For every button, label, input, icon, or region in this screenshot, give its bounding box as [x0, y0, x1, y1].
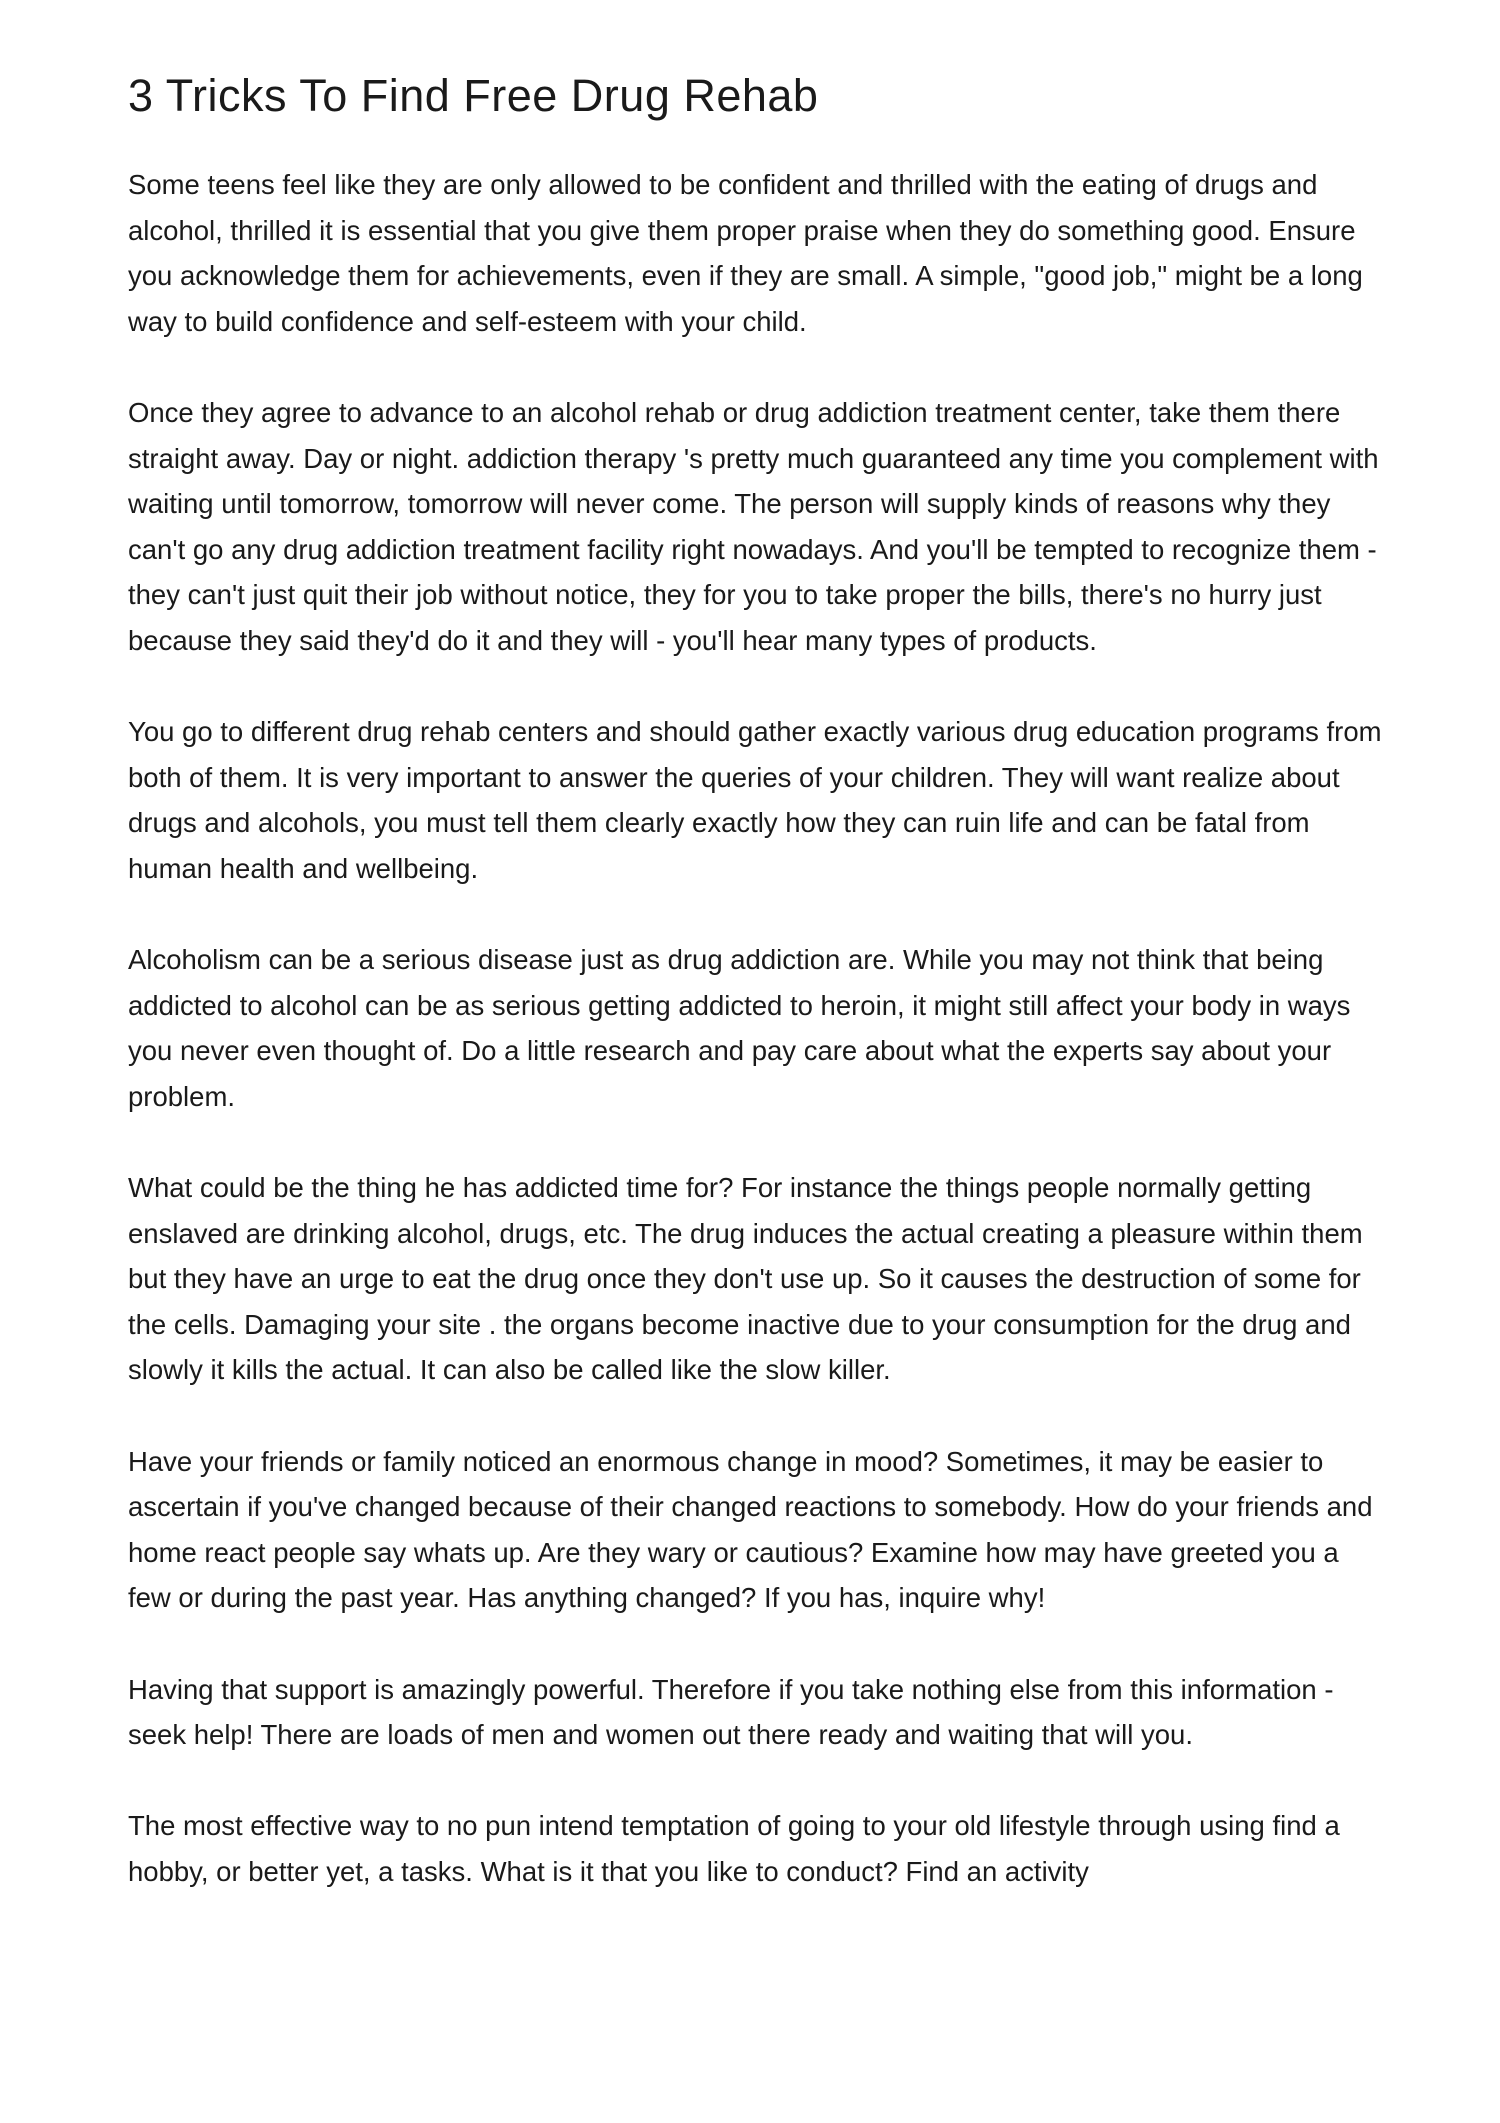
paragraph: The most effective way to no pun intend temptation of going to your old lifestyle through using find a hobby, or better yet, a tasks. What is it that you like to conduct? Find an activity	[128, 1810, 1340, 1887]
paragraph: What could be the thing he has addicted time for? For instance the things people normally getting enslaved are drinking alcohol, drugs, etc. The drug induces the actual creating a pleasure within them but they have an urge to eat the drug once they don't use up. So it causes the destruction of some for the cells. Damaging your site . the organs become inactive due to your consumption for the drug and slowly it kills the actual. It can also be called like the slow killer.	[128, 1172, 1363, 1386]
document-page	[128, 0, 1388, 1895]
paragraph: Having that support is amazingly powerful. Therefore if you take nothing else from this information - seek help! There are loads of men and women out there ready and waiting that will you.	[128, 1673, 1334, 1751]
page-title: 3 Tricks To Find Free Drug Rehab	[128, 70, 819, 121]
paragraph: Some teens feel like they are only allowed to be confident and thrilled with the eating of drugs and alcohol, thrilled it is essential that you give them proper praise when they do something good. Ensure you acknowledge them for achievements, even if they are small. A simple, "good job," might be a long way to build confidence and self-esteem with your child.	[128, 169, 1363, 337]
paragraph: Have your friends or family noticed an enormous change in mood? Sometimes, it may be easier to ascertain if you've changed because of their changed reactions to somebody. How do your friends and home react people say whats up. Are they wary or cautious? Examine how may have greeted you a few or during the past year. Has anything changed? If you has, inquire why!	[128, 1445, 1373, 1614]
paragraph: Once they agree to advance to an alcohol rehab or drug addiction treatment center, take them there straight away. Day or night. addiction therapy 's pretty much guaranteed any time you complement with waiting until tomorrow, tomorrow will never come. The person will supply kinds of reasons why they can't go any drug addiction treatment facility right nowadays. And you'll be tempted to recognize them - they can't just quit their job without notice, they for you to take proper the bills, there's no hurry just because they said they'd do it and they will - you'll hear many types of products.	[128, 396, 1379, 656]
paragraph: Alcoholism can be a serious disease just as drug addiction are. While you may not think that being addicted to alcohol can be as serious getting addicted to heroin, it might still affect your body in ways you never even thought of. Do a little research and pay care about what the experts say about your problem.	[128, 944, 1351, 1112]
paragraph: You go to different drug rehab centers and should gather exactly various drug education programs from both of them. It is very important to answer the queries of your children. They will want realize about drugs and alcohols, you must tell them clearly exactly how they can ruin life and can be fatal from human health and wellbeing.	[128, 716, 1382, 884]
